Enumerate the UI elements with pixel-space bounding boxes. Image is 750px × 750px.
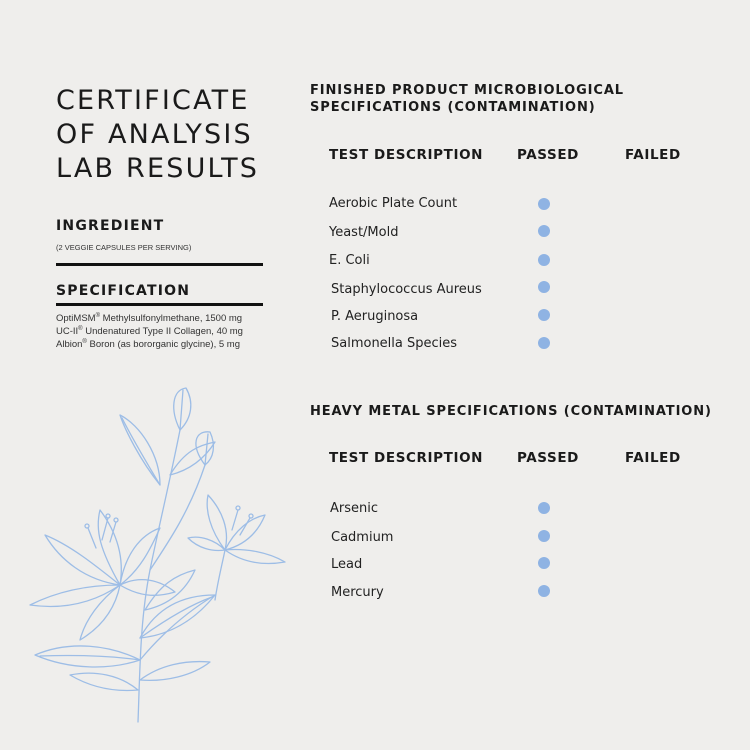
- column-header-test-description: TEST DESCRIPTION: [329, 147, 484, 163]
- column-header-test-description: TEST DESCRIPTION: [329, 450, 484, 466]
- title-line-1: CERTIFICATE: [56, 85, 250, 116]
- passed-dot: [538, 530, 550, 542]
- passed-dot: [538, 254, 550, 266]
- title-line-2: OF ANALYSIS: [56, 119, 253, 150]
- test-row-label: Aerobic Plate Count: [329, 196, 458, 211]
- column-header-passed: PASSED: [517, 450, 579, 466]
- lily-flower-icon: [0, 370, 300, 730]
- divider: [56, 263, 263, 266]
- passed-dot: [538, 585, 550, 597]
- test-row-label: Mercury: [331, 585, 384, 600]
- test-row-label: Lead: [331, 557, 363, 572]
- passed-dot: [538, 557, 550, 569]
- test-row-label: Salmonella Species: [331, 336, 458, 351]
- test-row-label: E. Coli: [329, 253, 370, 268]
- passed-dot: [538, 198, 550, 210]
- test-row-label: P. Aeruginosa: [331, 309, 419, 324]
- test-row-label: Cadmium: [331, 530, 394, 545]
- spec-line-3: Albion® Boron (as bororganic glycine), 5 mg: [56, 339, 240, 351]
- metals-heading: HEAVY METAL SPECIFICATIONS (CONTAMINATION): [310, 404, 712, 419]
- test-row-label: Staphylococcus Aureus: [331, 282, 482, 297]
- test-row-label: Arsenic: [330, 501, 379, 516]
- passed-dot: [538, 309, 550, 321]
- passed-dot: [538, 337, 550, 349]
- micro-heading-line-2: SPECIFICATIONS (CONTAMINATION): [310, 100, 596, 115]
- serving-note: (2 VEGGIE CAPSULES PER SERVING): [56, 243, 192, 252]
- specification-label: SPECIFICATION: [56, 283, 191, 299]
- ingredient-label: INGREDIENT: [56, 218, 165, 234]
- spec-line-1: OptiMSM® Methylsulfonylmethane, 1500 mg: [56, 313, 243, 325]
- test-row-label: Yeast/Mold: [329, 225, 399, 240]
- micro-heading-line-1: FINISHED PRODUCT MICROBIOLOGICAL: [310, 83, 624, 98]
- spec-line-2: UC-II® Undenatured Type II Collagen, 40 mg: [56, 326, 243, 338]
- column-header-failed: FAILED: [625, 450, 681, 466]
- title-line-3: LAB RESULTS: [56, 153, 260, 184]
- passed-dot: [538, 502, 550, 514]
- column-header-passed: PASSED: [517, 147, 579, 163]
- passed-dot: [538, 225, 550, 237]
- divider: [56, 303, 263, 306]
- column-header-failed: FAILED: [625, 147, 681, 163]
- passed-dot: [538, 281, 550, 293]
